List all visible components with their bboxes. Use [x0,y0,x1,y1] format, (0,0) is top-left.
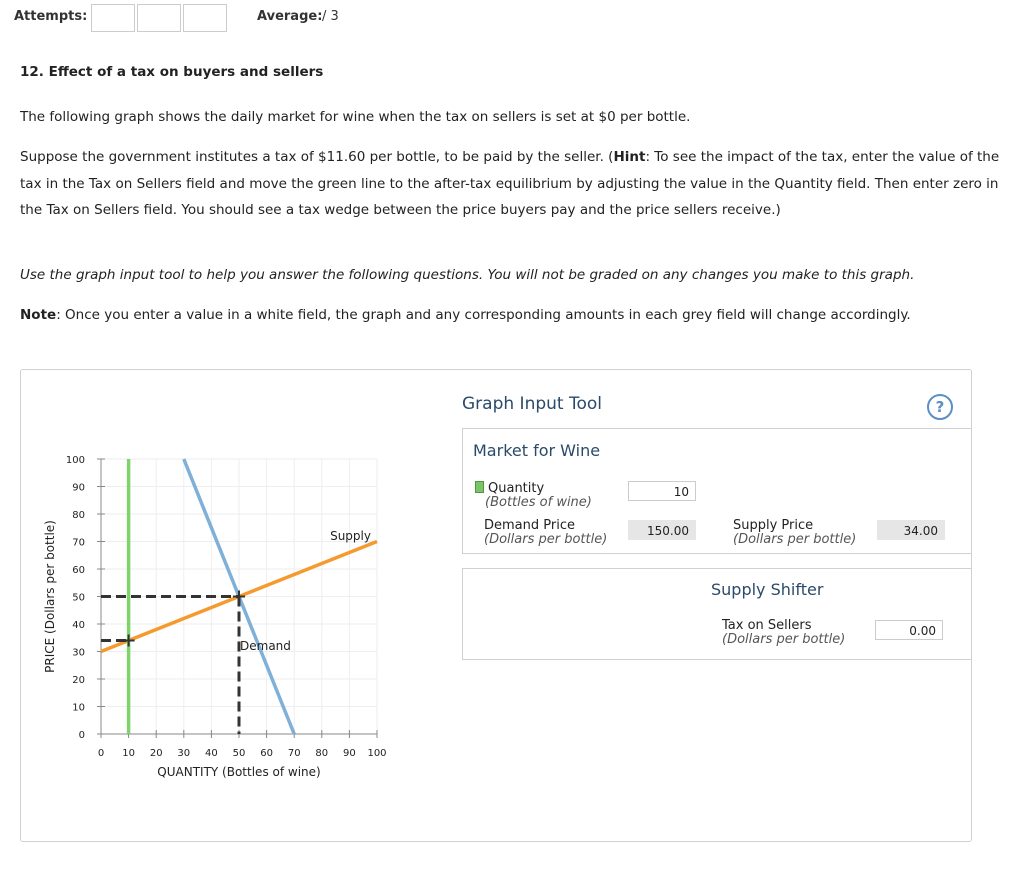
intro-text: The following graph shows the daily market for wine when the tax on sellers is set at $0 per bottle. [20,109,691,125]
equilibrium-marker [233,591,245,603]
demand-curve-label: Demand [240,639,291,653]
tax-instructions [20,144,1020,224]
demand-price-value: 150.00 [628,520,696,540]
y-tick-label: 60 [72,565,85,576]
y-tick-label: 80 [72,510,85,521]
y-tick-label: 40 [72,620,85,631]
help-icon[interactable]: ? [927,394,953,420]
y-tick-label: 30 [72,647,85,659]
y-tick-label: 100 [65,455,85,466]
supply-shifter-box [462,568,971,660]
attempt-box [183,4,227,32]
x-tick-label: 100 [367,748,387,759]
market-title: Market for Wine [473,441,601,460]
hint-label: Hint [613,149,646,165]
y-tick-label: 20 [72,675,85,686]
attempt-boxes [91,4,229,32]
tax-input[interactable]: 0.00 [875,620,943,640]
tax-instructions-a: Suppose the government institutes a tax of $11.60 per bottle, to be paid by the seller. ( [20,149,614,165]
y-tick-label: 90 [72,482,85,494]
y-tick-label: 0 [78,730,85,741]
graph-panel [20,369,972,842]
demand-price-label: Demand Price [484,518,575,533]
x-tick-label: 10 [122,748,135,759]
x-tick-label: 80 [315,748,329,759]
quantity-swatch-icon [475,481,484,493]
note-text [20,302,1020,329]
quantity-unit: (Bottles of wine) [485,495,592,510]
attempts-label: Attempts: [14,9,88,24]
attempt-box [91,4,135,32]
tax-instructions-b: : To see the impact of the tax, enter the value of the tax in the Tax on Sellers field and move the green line to the after-tax equilibrium by adjusting the value in the Quantity field. Then enter zero in the Tax on Sellers field. You should see a tax wedge between the price buyers pay and the price sellers receive.) [20,149,1000,218]
shifter-title: Supply Shifter [711,580,824,599]
demand-price-label-group [484,519,607,547]
supply-price-value: 34.00 [877,520,945,540]
x-tick-label: 20 [149,748,163,759]
supply-curve-label: Supply [330,529,371,543]
attempt-box [137,4,181,32]
x-tick-label: 60 [260,748,273,759]
supply-price-label: Supply Price [733,518,814,533]
x-tick-label: 30 [177,748,191,759]
note-label: Note [20,307,57,323]
average-label: Average: [257,9,323,24]
demand-price-unit: (Dollars per bottle) [484,532,608,547]
tool-title: Graph Input Tool [462,394,602,414]
y-tick-label: 50 [72,592,85,604]
instruction-text: Use the graph input tool to help you answer the following questions. You will not be graded on any changes you make to this graph. [20,267,915,283]
y-tick-label: 70 [72,537,85,549]
question-title: 12. Effect of a tax on buyers and sellers [20,64,324,80]
x-tick-label: 0 [97,748,105,759]
supply-price-unit: (Dollars per bottle) [733,532,857,547]
tax-label: Tax on Sellers [722,618,812,633]
market-box [462,428,971,554]
quantity-label: Quantity [488,481,545,496]
tax-unit: (Dollars per bottle) [722,632,846,647]
quantity-marker [123,635,135,647]
quantity-label-group [475,481,592,510]
x-tick-label: 40 [205,748,218,759]
quantity-input[interactable]: 10 [628,481,696,501]
x-tick-label: 70 [287,748,301,759]
tax-label-group [722,619,845,647]
x-axis-label: QUANTITY (Bottles of wine) [157,765,321,779]
supply-price-label-group [733,519,856,547]
note-body: : Once you enter a value in a white field, the graph and any corresponding amounts in each grey field will change accordingly. [56,307,911,323]
average-score: / 3 [322,9,339,24]
x-tick-label: 90 [343,748,356,759]
x-tick-label: 50 [232,748,246,759]
y-tick-label: 10 [72,702,85,714]
market-graph[interactable] [21,370,461,840]
y-axis-label: PRICE (Dollars per bottle) [43,520,57,673]
